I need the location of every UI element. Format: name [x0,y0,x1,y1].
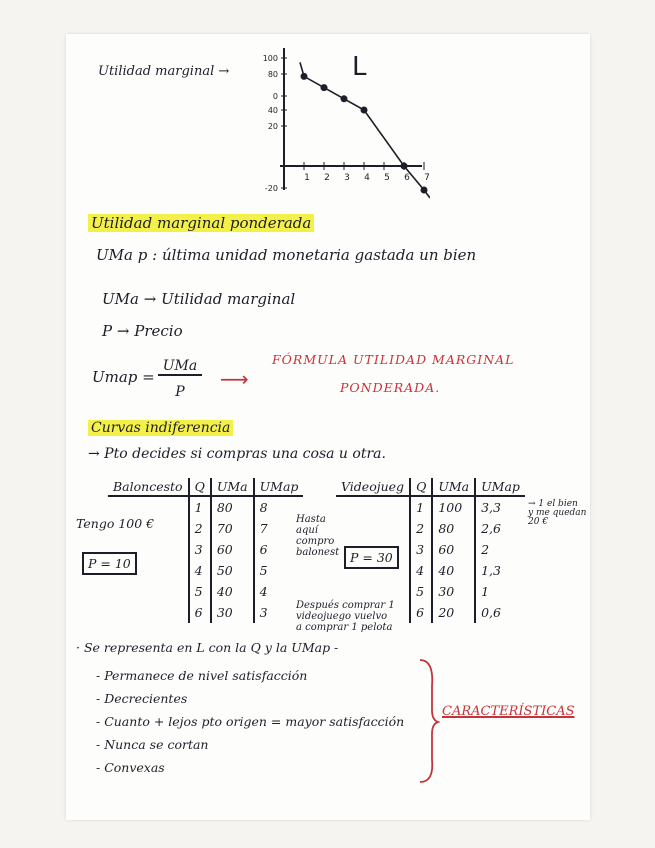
table-cell: 3 [189,539,211,560]
table-cell: 20 [432,602,475,623]
table-cell: 100 [432,496,475,518]
list-item: - Permanece de nivel satisfacción [96,668,308,683]
table-row [336,581,525,602]
x-tick-label: 1 [304,173,310,183]
table-cell: 6 [410,602,432,623]
table-cell: 1 [189,496,211,518]
note-despues: Después comprar 1 videojuego vuelvo a comprar 1 pelota [296,600,395,633]
table-row [108,581,303,602]
table-cell: 80 [432,518,475,539]
left-table-header-0: Baloncesto [108,478,189,496]
table-row [108,496,303,518]
note-right: → 1 el bien y me quedan 20 € [528,499,587,527]
table-row [336,518,525,539]
intro-line: → Pto decides si compras una cosa u otra. [88,446,386,462]
data-point [301,73,308,80]
bracket-icon [416,656,440,786]
table-row [108,602,303,623]
table-cell [108,496,189,518]
left-table-header-2: UMa [211,478,254,496]
heading-utilidad-ponderada: Utilidad marginal ponderada [88,214,314,232]
table-cell: 5 [410,581,432,602]
list-item: - Decrecientes [96,691,188,706]
left-table-header-3: UMap [254,478,304,496]
table-row [336,602,525,623]
data-point [401,163,408,170]
price-box-left: P = 10 [82,552,137,575]
table-cell: 5 [254,560,304,581]
table-cell [108,602,189,623]
y-tick-label: -20 [264,184,278,193]
table-cell: 60 [432,539,475,560]
table-cell: 2 [189,518,211,539]
right-table-header-3: UMap [475,478,525,496]
table-cell: 6 [189,602,211,623]
table-cell: 30 [432,581,475,602]
red-arrow-icon: ⟶ [220,367,249,391]
formula-note-line1: FÓRMULA UTILIDAD MARGINAL [272,352,515,367]
table-cell: 8 [254,496,304,518]
data-point [341,95,348,102]
y-tick-label: 80 [267,70,278,79]
table-cell: 7 [254,518,304,539]
line-uma: UMa → Utilidad marginal [102,290,296,308]
table-row [336,496,525,518]
marginal-utility-graph [240,40,430,200]
table-cell [336,602,410,623]
table-cell: 2 [410,518,432,539]
x-tick-label: 2 [324,173,330,183]
line-precio: P → Precio [102,322,183,340]
table-row [108,539,303,560]
table-cell: 30 [211,602,254,623]
formula-note-line2: PONDERADA. [340,380,441,395]
formula-numerator: UMa [158,358,202,376]
table-cell: 0,6 [475,602,525,623]
graph-label: Utilidad marginal → [98,64,230,79]
table-cell: 4 [189,560,211,581]
table-cell: 80 [211,496,254,518]
x-tick-label: 3 [344,173,350,183]
data-point [321,84,328,91]
characteristics-label: CARACTERÍSTICAS [442,704,575,719]
table-cell: 40 [432,560,475,581]
note-hasta-aqui: Hasta aquí compro balonest [296,514,340,558]
price-box-right: P = 30 [344,546,399,569]
table-cell: 1 [475,581,525,602]
formula-denominator: P [175,384,185,400]
table-cell: 3 [254,602,304,623]
right-table-header-1: Q [410,478,432,496]
table-cell: 1,3 [475,560,525,581]
table-cell [108,581,189,602]
table-cell: 6 [254,539,304,560]
right-table-header-2: UMa [432,478,475,496]
left-table-header-1: Q [189,478,211,496]
formula-lhs: Umap = [92,368,155,386]
y-tick-label: 0 [272,92,278,101]
table-cell: 4 [254,581,304,602]
table-cell: 3,3 [475,496,525,518]
table-baloncesto [108,478,303,623]
y-tick-label: 20 [267,122,278,131]
y-tick-label: 40 [267,106,278,115]
table-cell: 60 [211,539,254,560]
list-item: - Cuanto + lejos pto origen = mayor satisfacción [96,714,405,729]
table-cell: 1 [410,496,432,518]
table-cell: 40 [211,581,254,602]
table-row [108,560,303,581]
heading-curvas-indiferencia: Curvas indiferencia [88,420,233,436]
table-cell: 2 [475,539,525,560]
table-cell: 50 [211,560,254,581]
graph-corner-label: L [352,52,367,82]
table-cell: 4 [410,560,432,581]
list-item: - Convexas [96,760,165,775]
x-tick-label: 4 [364,173,370,183]
right-table-header-0: Videojueg [336,478,410,496]
y-tick-label: 100 [262,54,278,63]
lead-line: · Se representa en L con la Q y la UMap - [76,640,339,655]
data-point [361,107,368,114]
definition-line: UMa p : última unidad monetaria gastada un bien [96,246,477,264]
table-cell [336,496,410,518]
data-point [421,187,428,194]
list-item: - Nunca se cortan [96,737,209,752]
table-cell: 5 [189,581,211,602]
x-tick-label: 6 [404,173,410,183]
table-cell [336,581,410,602]
table-cell: 2,6 [475,518,525,539]
table-cell: 70 [211,518,254,539]
x-tick-label: 7 [424,173,430,183]
characteristics-list [96,664,404,779]
budget-label: Tengo 100 € [76,516,155,531]
table-cell: 3 [410,539,432,560]
table-cell [336,518,410,539]
x-tick-label: 5 [384,173,390,183]
